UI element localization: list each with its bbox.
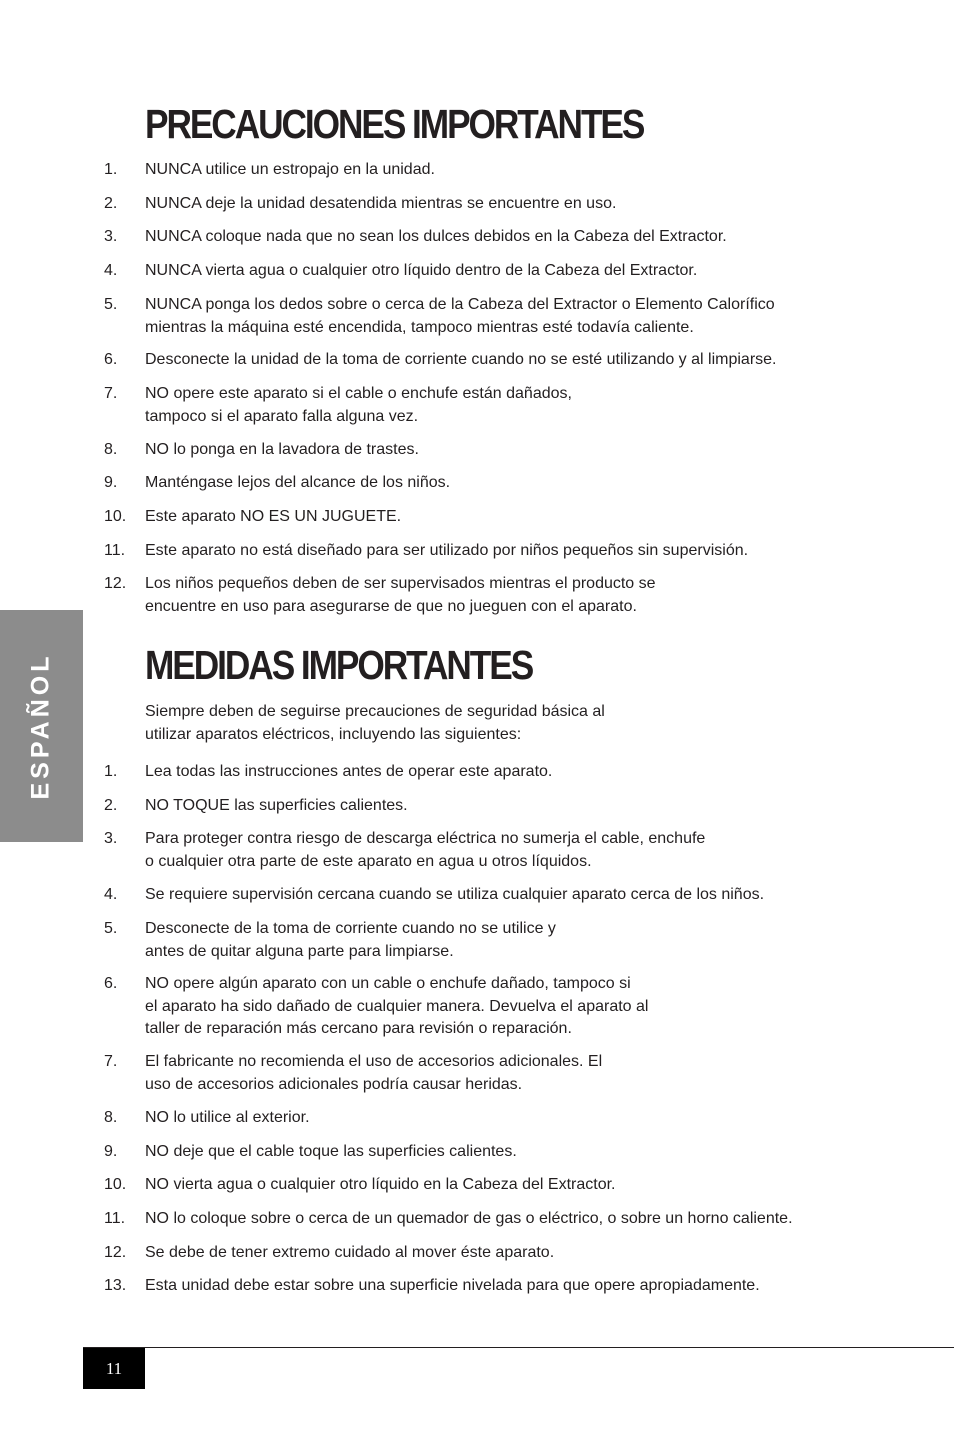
- item-number: 6.: [104, 351, 118, 368]
- item-text: Este aparato no está diseñado para ser utilizado por niños pequeños sin supervisión.: [145, 542, 749, 559]
- footer-divider: [83, 1347, 954, 1348]
- medidas-title: MEDIDAS IMPORTANTES: [145, 642, 533, 688]
- item-number: 6.: [104, 975, 118, 992]
- item-text: NO TOQUE las superficies calientes.: [145, 797, 408, 814]
- item-number: 9.: [104, 474, 118, 491]
- item-text: NO lo utilice al exterior.: [145, 1109, 310, 1126]
- item-number: 9.: [104, 1143, 118, 1160]
- item-text: NUNCA deje la unidad desatendida mientras se encuentre en uso.: [145, 195, 617, 212]
- language-tab-label: ESPAÑOL: [26, 652, 55, 800]
- precauciones-title: PRECAUCIONES IMPORTANTES: [145, 101, 644, 147]
- item-number: 5.: [104, 920, 118, 937]
- item-text: NO opere algún aparato con un cable o enchufe dañado, tampoco si el aparato ha sido dañado de cualquier manera. Devuelva el aparato al taller de reparación más cercano para revisión o reparación.: [145, 975, 649, 1037]
- item-text: NUNCA utilice un estropajo en la unidad.: [145, 161, 435, 178]
- item-text: NUNCA vierta agua o cualquier otro líquido dentro de la Cabeza del Extractor.: [145, 262, 698, 279]
- item-number: 13.: [104, 1277, 127, 1294]
- item-number: 10.: [104, 508, 127, 525]
- item-number: 4.: [104, 262, 118, 279]
- item-text: NO vierta agua o cualquier otro líquido en la Cabeza del Extractor.: [145, 1176, 616, 1193]
- item-text: NO lo coloque sobre o cerca de un quemador de gas o eléctrico, o sobre un horno caliente.: [145, 1210, 793, 1227]
- page-number: 11: [83, 1348, 145, 1389]
- item-number: 8.: [104, 441, 118, 458]
- item-text: Desconecte la unidad de la toma de corriente cuando no se esté utilizando y al limpiarse.: [145, 351, 777, 368]
- item-text: El fabricante no recomienda el uso de accesorios adicionales. El uso de accesorios adicionales podría causar heridas.: [145, 1053, 603, 1093]
- language-side-tab: [0, 610, 83, 842]
- item-text: Se requiere supervisión cercana cuando se utiliza cualquier aparato cerca de los niños.: [145, 886, 765, 903]
- item-number: 1.: [104, 161, 118, 178]
- item-number: 2.: [104, 195, 118, 212]
- item-text: Para proteger contra riesgo de descarga eléctrica no sumerja el cable, enchufe o cualquier otra parte de este aparato en agua u otros líquidos.: [145, 830, 706, 870]
- item-text: Este aparato NO ES UN JUGUETE.: [145, 508, 402, 525]
- item-text: NO deje que el cable toque las superficies calientes.: [145, 1143, 517, 1160]
- item-number: 12.: [104, 1244, 127, 1261]
- item-number: 10.: [104, 1176, 127, 1193]
- medidas-intro: Siempre deben de seguirse precauciones de seguridad básica al utilizar aparatos eléctricos, incluyendo las siguientes:: [145, 703, 605, 743]
- item-number: 11.: [104, 542, 126, 559]
- item-number: 11.: [104, 1210, 126, 1227]
- item-text: Esta unidad debe estar sobre una superficie nivelada para que opere apropiadamente.: [145, 1277, 760, 1294]
- item-number: 5.: [104, 296, 118, 313]
- item-text: Desconecte de la toma de corriente cuando no se utilice y antes de quitar alguna parte para limpiarse.: [145, 920, 556, 960]
- item-text: Los niños pequeños deben de ser supervisados mientras el producto se encuentre en uso para asegurarse de que no jueguen con el aparato.: [145, 575, 656, 615]
- item-number: 12.: [104, 575, 127, 592]
- item-text: NO opere este aparato si el cable o enchufe están dañados, tampoco si el aparato falla alguna vez.: [145, 385, 572, 425]
- item-number: 3.: [104, 228, 118, 245]
- item-number: 3.: [104, 830, 118, 847]
- item-number: 7.: [104, 385, 118, 402]
- item-text: Lea todas las instrucciones antes de operar este aparato.: [145, 763, 553, 780]
- item-number: 7.: [104, 1053, 118, 1070]
- item-number: 1.: [104, 763, 118, 780]
- item-number: 8.: [104, 1109, 118, 1126]
- item-text: NO lo ponga en la lavadora de trastes.: [145, 441, 419, 458]
- item-text: NUNCA ponga los dedos sobre o cerca de la Cabeza del Extractor o Elemento Calorífico mientras la máquina esté encendida, tampoco mientras esté todavía caliente.: [145, 296, 775, 336]
- item-text: NUNCA coloque nada que no sean los dulces debidos en la Cabeza del Extractor.: [145, 228, 727, 245]
- item-number: 4.: [104, 886, 118, 903]
- item-text: Se debe de tener extremo cuidado al mover éste aparato.: [145, 1244, 555, 1261]
- item-number: 2.: [104, 797, 118, 814]
- item-text: Manténgase lejos del alcance de los niños.: [145, 474, 451, 491]
